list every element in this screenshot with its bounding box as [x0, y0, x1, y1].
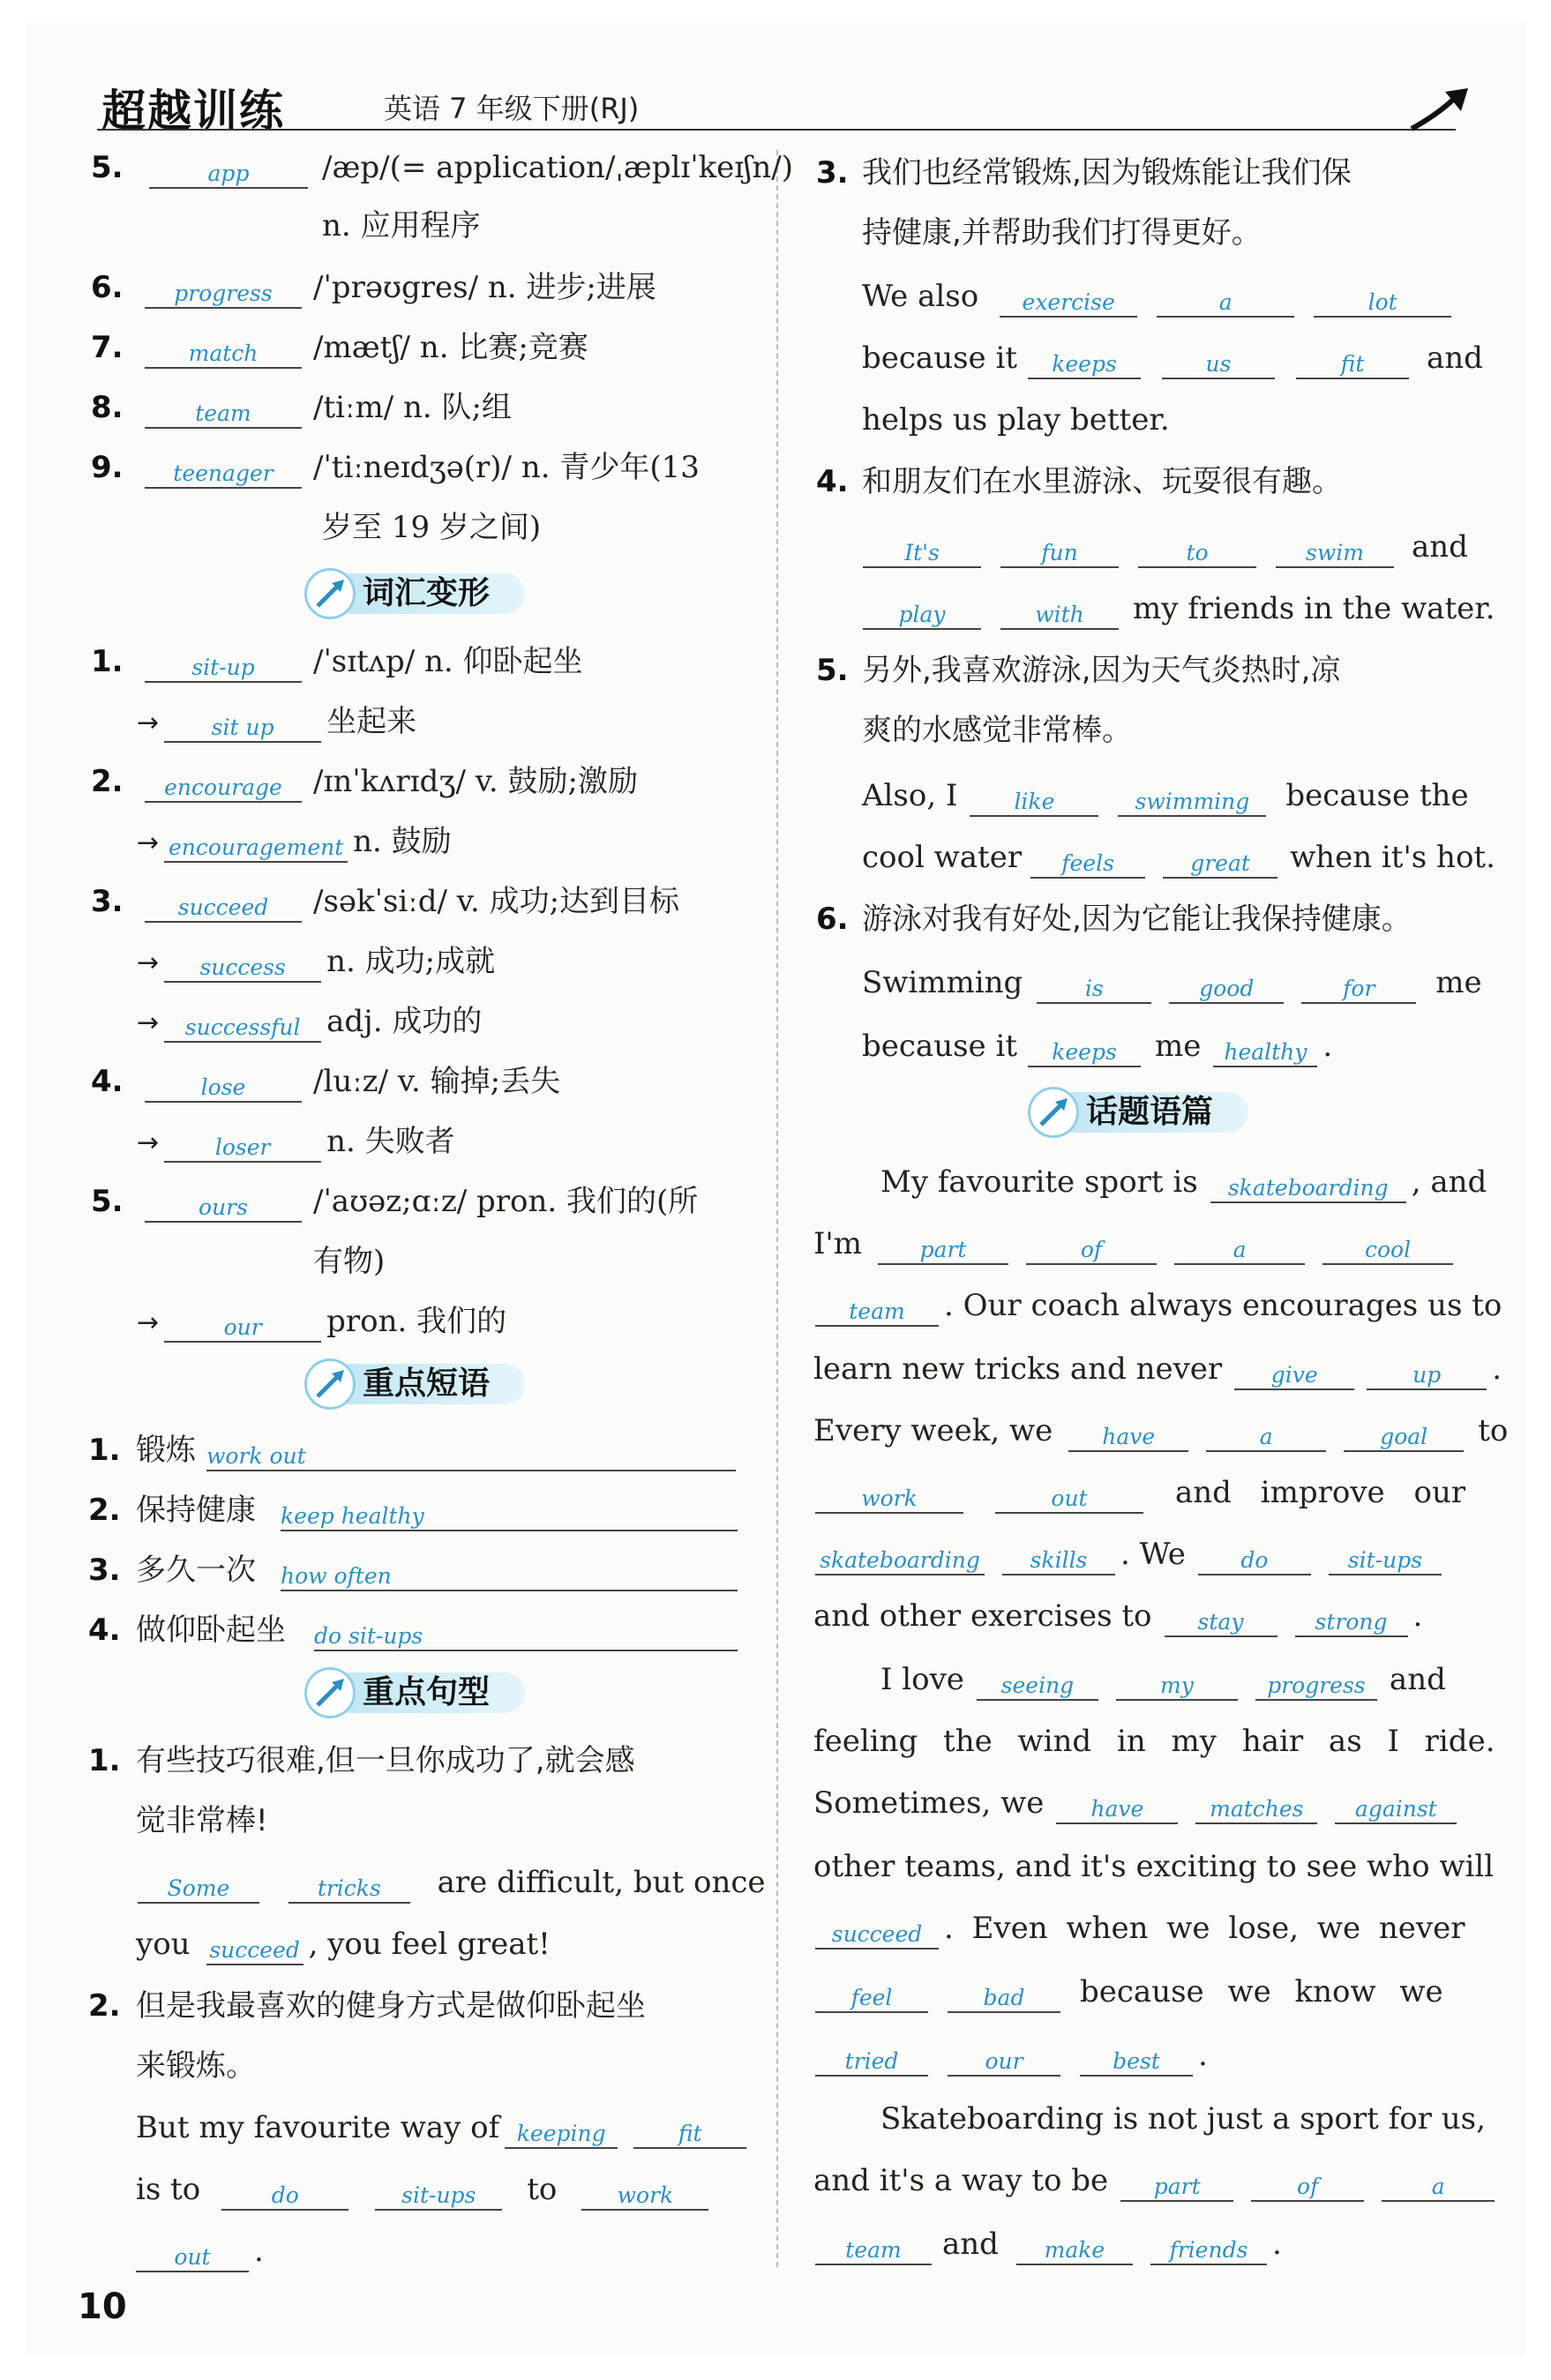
answer-blank[interactable]: lot — [1314, 289, 1451, 318]
answer-blank[interactable]: encouragement — [164, 834, 348, 863]
passage-line: succeed . Even when we lose, we never — [810, 1909, 1465, 1950]
answer-blank[interactable]: work — [815, 1486, 963, 1514]
answer-blank[interactable]: sit up — [164, 715, 321, 743]
answer-blank[interactable]: give — [1234, 1362, 1354, 1390]
answer-blank[interactable]: for — [1301, 976, 1416, 1004]
answer-blank[interactable]: with — [1000, 602, 1119, 630]
answer-blank[interactable]: match — [145, 341, 302, 369]
answer-blank[interactable]: matches — [1195, 1796, 1317, 1824]
sentence-en: is to do sit-ups to work — [136, 2170, 714, 2211]
answer-blank[interactable]: Some — [138, 1875, 259, 1904]
passage-line: feeling the wind in my hair as I ride. — [813, 1724, 1495, 1759]
answer-blank[interactable]: tricks — [288, 1875, 410, 1904]
passage-line: feel bad because we know we — [810, 1972, 1443, 2013]
passage-line: Sometimes, we have matches against — [813, 1784, 1462, 1824]
book-subtitle: 英语 7 年级下册(RJ) — [384, 92, 640, 125]
passage-line: skateboarding skills . We do sit-ups — [810, 1535, 1447, 1575]
answer-blank[interactable]: seeing — [977, 1673, 1098, 1701]
passage-line: My favourite sport is skateboarding , and — [880, 1163, 1487, 1203]
answer-blank[interactable]: fit — [1296, 351, 1409, 379]
answer-blank[interactable]: success — [164, 954, 321, 983]
answer-blank[interactable]: us — [1162, 351, 1275, 379]
answer-blank[interactable]: out — [136, 2244, 249, 2272]
derived-item: → successful adj. 成功的 — [137, 1002, 482, 1043]
answer-blank[interactable]: team — [145, 400, 302, 429]
sentence-en: cool water feels great when it's hot. — [862, 838, 1495, 879]
answer-blank[interactable]: progress — [145, 281, 302, 309]
answer-blank[interactable]: sit-ups — [375, 2182, 502, 2211]
answer-blank[interactable]: keep healthy — [281, 1503, 738, 1531]
swoosh-arrow-icon — [1410, 85, 1472, 132]
sentence-en: because it keeps us fit and — [862, 339, 1483, 379]
answer-blank[interactable]: succeed — [815, 1921, 939, 1950]
answer-blank[interactable]: have — [1056, 1796, 1178, 1824]
answer-blank[interactable]: out — [995, 1486, 1143, 1514]
sentence-zh: 持健康,并帮助我们打得更好。 — [862, 215, 1262, 251]
answer-blank[interactable]: skills — [1002, 1547, 1115, 1575]
answer-blank[interactable]: part — [1120, 2174, 1233, 2202]
answer-blank[interactable]: work out — [206, 1443, 736, 1471]
answer-blank[interactable]: skateboarding — [1210, 1175, 1406, 1203]
answer-blank[interactable]: of — [1251, 2174, 1364, 2202]
answer-blank[interactable]: succeed — [145, 894, 302, 923]
sentence-en: We also exercise a lot — [862, 277, 1457, 318]
answer-blank[interactable]: tried — [815, 2048, 928, 2077]
answer-blank[interactable]: keeping — [505, 2121, 618, 2149]
answer-blank[interactable]: sit-ups — [1329, 1547, 1442, 1575]
answer-blank[interactable]: keeps — [1028, 351, 1141, 379]
passage-line: I love seeing my progress and — [880, 1660, 1446, 1701]
answer-blank[interactable]: bad — [948, 1985, 1060, 2013]
sentence-en: play with my friends in the water. — [858, 589, 1495, 630]
passage-line: Skateboarding is not just a sport for us, — [880, 2101, 1486, 2137]
answer-blank[interactable]: swimming — [1118, 789, 1266, 817]
sentence-en: Swimming is good for me — [862, 963, 1482, 1004]
answer-blank[interactable]: my — [1116, 1673, 1238, 1701]
sentence-en: But my favourite way of keeping fit — [136, 2108, 752, 2149]
passage-line: Every week, we have a goal to — [813, 1411, 1508, 1452]
section-heading-phrases: 重点短语 — [304, 1358, 525, 1410]
answer-blank[interactable]: to — [1138, 540, 1256, 568]
answer-blank[interactable]: a — [1206, 1424, 1326, 1452]
sentence-en: you succeed , you feel great! — [136, 1925, 551, 1965]
derived-item: → encouragement n. 鼓励 — [137, 822, 452, 863]
answer-blank[interactable]: friends — [1150, 2237, 1267, 2265]
section-heading-topic: 话题语篇 — [1028, 1087, 1248, 1138]
answer-blank[interactable]: good — [1169, 976, 1284, 1004]
answer-blank[interactable]: great — [1163, 850, 1278, 879]
page-number: 10 — [78, 2286, 127, 2327]
sentence-en: It's fun to swim and — [858, 528, 1468, 568]
answer-blank[interactable]: a — [1382, 2174, 1495, 2202]
arrow-icon — [314, 1368, 348, 1402]
answer-blank[interactable]: teenager — [145, 460, 302, 489]
answer-blank[interactable]: against — [1335, 1796, 1457, 1824]
column-divider — [776, 150, 778, 2267]
answer-blank[interactable]: sit-up — [145, 655, 302, 683]
answer-blank[interactable]: best — [1080, 2048, 1193, 2077]
vocab-meaning: 有物) — [313, 1244, 386, 1279]
derived-item: → our pron. 我们的 — [137, 1302, 506, 1343]
answer-blank[interactable]: make — [1016, 2237, 1133, 2265]
answer-blank[interactable]: exercise — [1000, 289, 1137, 318]
arrow-icon — [1038, 1096, 1071, 1130]
passage-line: other teams, and it's exciting to see who will — [813, 1849, 1495, 1884]
sentence-en: Some tricks are difficult, but once — [132, 1863, 766, 1904]
answer-blank[interactable]: team — [815, 2237, 932, 2265]
answer-blank[interactable]: part — [878, 1237, 1008, 1265]
derived-item: → success n. 成功;成就 — [137, 942, 495, 983]
vocab-meaning: 岁至 19 岁之间) — [322, 510, 542, 545]
answer-blank[interactable]: do sit-ups — [314, 1623, 738, 1651]
sentence-en: helps us play better. — [862, 402, 1170, 438]
answer-blank[interactable]: app — [149, 161, 308, 189]
answer-blank[interactable]: progress — [1255, 1673, 1377, 1701]
passage-line: work out and improve our — [810, 1473, 1465, 1514]
answer-blank[interactable]: like — [970, 789, 1098, 817]
answer-blank[interactable]: feel — [815, 1985, 928, 2013]
vocab-meaning: n. 应用程序 — [322, 208, 481, 243]
answer-blank[interactable]: strong — [1295, 1609, 1408, 1637]
answer-blank[interactable]: of — [1026, 1237, 1157, 1265]
answer-blank[interactable]: keeps — [1028, 1039, 1141, 1067]
derived-item: → loser n. 失败者 — [137, 1122, 455, 1163]
passage-line: and it's a way to be part of a — [813, 2161, 1500, 2202]
answer-blank[interactable]: up — [1367, 1362, 1487, 1390]
answer-blank[interactable]: our — [948, 2048, 1060, 2077]
answer-blank[interactable]: ours — [145, 1194, 302, 1223]
header-rule — [97, 129, 1456, 131]
answer-blank[interactable]: a — [1174, 1237, 1305, 1265]
sentence-en: Also, I like swimming because the — [862, 776, 1469, 817]
section-heading-sentences: 重点句型 — [304, 1667, 525, 1718]
answer-blank[interactable]: cool — [1322, 1237, 1453, 1265]
answer-blank[interactable]: have — [1068, 1424, 1188, 1452]
answer-blank[interactable]: work — [581, 2182, 708, 2211]
answer-blank[interactable]: goal — [1344, 1424, 1464, 1452]
passage-line: learn new tricks and never give up . — [813, 1350, 1502, 1390]
answer-blank[interactable]: skateboarding — [815, 1547, 985, 1575]
brand-title: 超越训练 — [101, 86, 285, 137]
answer-blank[interactable]: is — [1037, 976, 1151, 1004]
answer-blank[interactable]: do — [221, 2182, 348, 2211]
sentence-en: out . — [131, 2232, 264, 2272]
answer-blank[interactable]: stay — [1165, 1609, 1278, 1637]
passage-line: and other exercises to stay strong . — [813, 1597, 1422, 1637]
answer-blank[interactable]: swim — [1276, 540, 1394, 568]
answer-blank[interactable]: encourage — [145, 775, 302, 803]
answer-blank[interactable]: a — [1157, 289, 1294, 318]
passage-line: tried our best . — [810, 2036, 1208, 2077]
sentence-zh: 爽的水感觉非常棒。 — [862, 713, 1132, 748]
answer-blank[interactable]: do — [1198, 1547, 1311, 1575]
answer-blank[interactable]: succeed — [206, 1937, 303, 1965]
passage-line: team and make friends . — [810, 2225, 1282, 2265]
sentence-zh: 觉非常棒! — [136, 1803, 268, 1838]
section-heading-vocab-change: 词汇变形 — [304, 568, 525, 619]
derived-item: → sit up 坐起来 — [137, 702, 416, 743]
answer-blank[interactable]: team — [815, 1299, 939, 1327]
answer-blank[interactable]: successful — [164, 1014, 321, 1043]
answer-blank[interactable]: lose — [145, 1074, 302, 1103]
sentence-en: because it keeps me healthy . — [862, 1027, 1332, 1067]
answer-blank[interactable]: It's — [863, 540, 981, 568]
answer-blank[interactable]: how often — [281, 1563, 738, 1591]
passage-line: I'm part of a cool — [813, 1224, 1458, 1265]
answer-blank[interactable]: feels — [1030, 850, 1145, 879]
answer-blank[interactable]: fun — [1000, 540, 1119, 568]
answer-blank[interactable]: healthy — [1213, 1039, 1317, 1067]
answer-blank[interactable]: loser — [164, 1134, 321, 1163]
arrow-icon — [314, 578, 348, 611]
sentence-zh: 来锻炼。 — [136, 2048, 256, 2084]
answer-blank[interactable]: fit — [633, 2121, 746, 2149]
answer-blank[interactable]: play — [863, 602, 981, 630]
passage-line: team . Our coach always encourages us to — [810, 1286, 1502, 1327]
arrow-icon — [314, 1677, 348, 1710]
answer-blank[interactable]: our — [164, 1314, 321, 1343]
